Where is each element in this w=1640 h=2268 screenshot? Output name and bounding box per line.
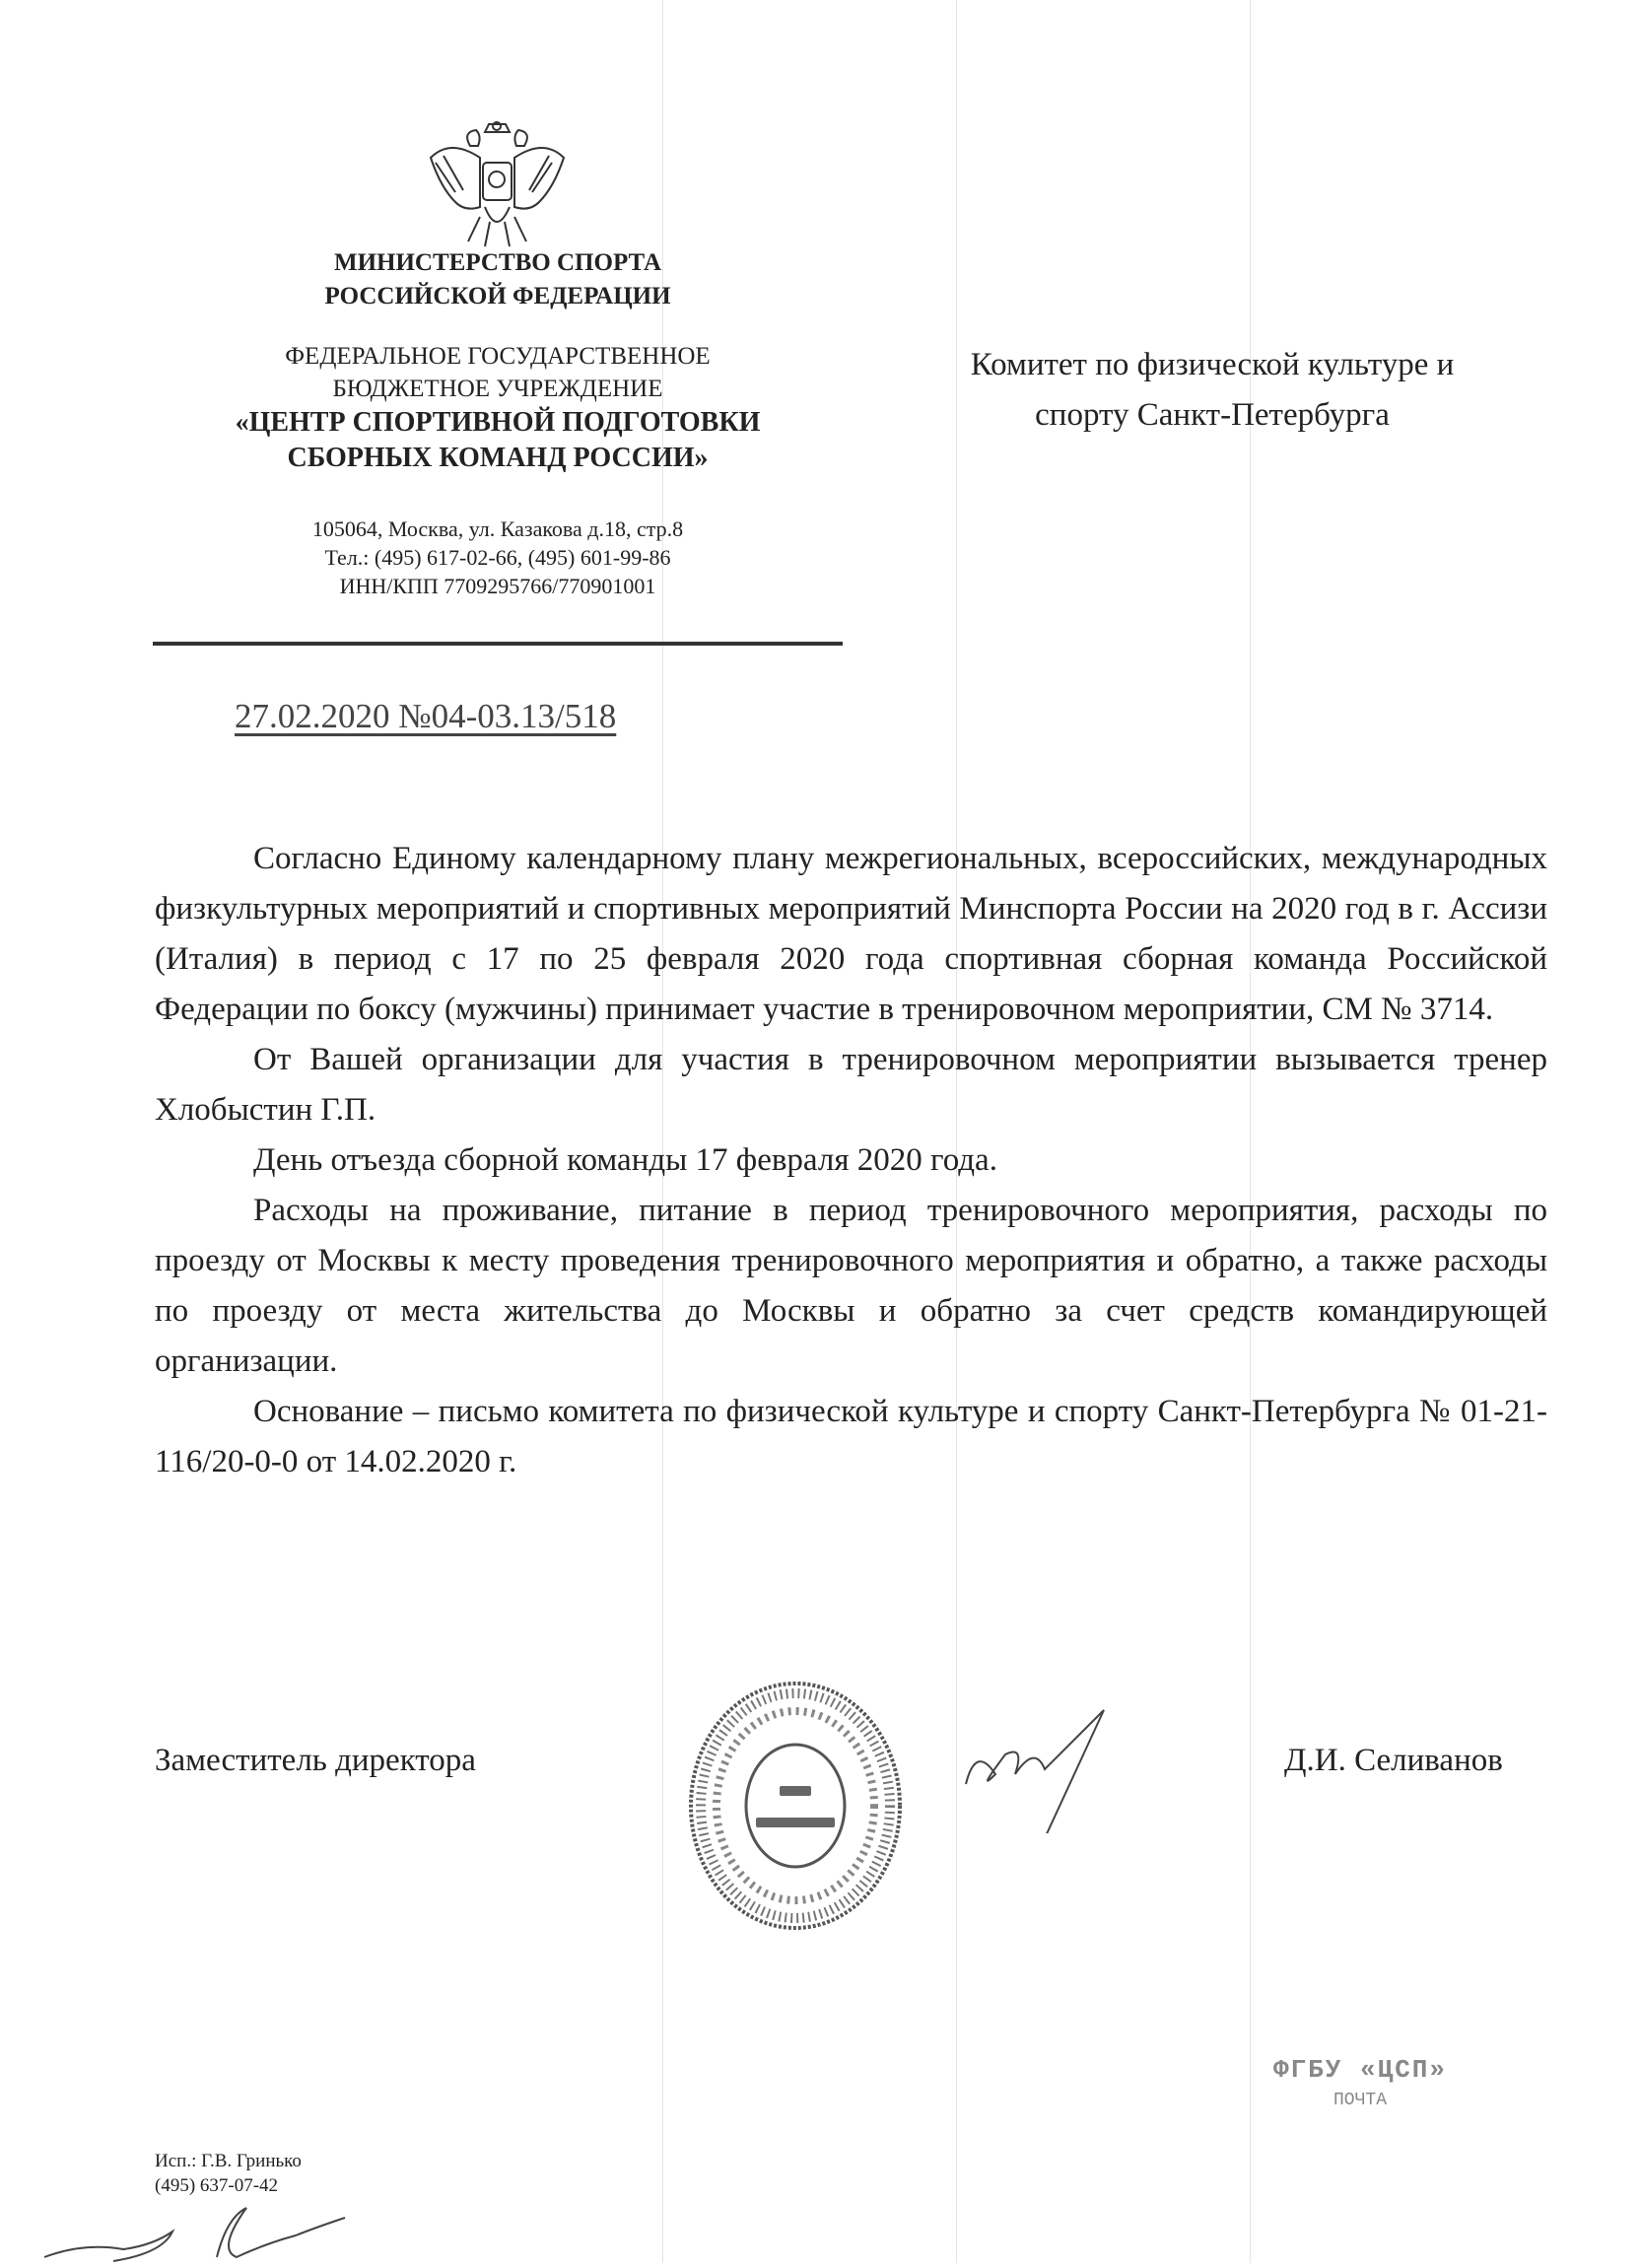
ministry-line: РОССИЙСКОЙ ФЕДЕРАЦИИ xyxy=(324,283,671,309)
inn-kpp: ИНН/КПП 7709295766/770901001 xyxy=(339,574,656,598)
body-paragraph: Основание – письмо комитета по физической культуре и спорту Санкт-Петербурга № 01-21-116/20-0-0 от 14.02.2020 г. xyxy=(155,1394,1547,1479)
coat-of-arms-icon xyxy=(426,118,569,251)
recipient-line: Комитет по физической культуре и xyxy=(970,347,1455,382)
org-name-line: «ЦЕНТР СПОРТИВНОЙ ПОДГОТОВКИ xyxy=(235,407,761,438)
reference-number: 27.02.2020 №04-03.13/518 xyxy=(235,697,617,735)
executor-block xyxy=(155,2149,302,2198)
mail-stamp-label: ПОЧТА xyxy=(1332,2091,1387,2110)
recipient-line: спорту Санкт-Петербурга xyxy=(1035,397,1390,433)
executor-name: Исп.: Г.В. Гринько xyxy=(155,2151,302,2171)
header-divider xyxy=(153,642,843,646)
letter-body xyxy=(155,834,1547,1487)
handwritten-signature xyxy=(39,2203,355,2263)
executor-phone: (495) 637-07-42 xyxy=(155,2175,279,2196)
director-signature xyxy=(956,1695,1124,1833)
recipient xyxy=(907,340,1518,441)
phone: Тел.: (495) 617-02-66, (495) 601-99-86 xyxy=(324,545,671,570)
body-paragraph: День отъезда сборной команды 17 февраля 2020 года. xyxy=(253,1142,997,1178)
org-line: БЮДЖЕТНОЕ УЧРЕЖДЕНИЕ xyxy=(332,376,663,402)
mail-stamp xyxy=(1252,2055,1469,2110)
body-paragraph: От Вашей организации для участия в тренировочном мероприятии вызывается тренер Хлобыстин Г.П. xyxy=(155,1042,1547,1128)
official-seal xyxy=(685,1676,907,1932)
signatory-position: Заместитель директора xyxy=(155,1743,476,1778)
org-name-line: СБОРНЫХ КОМАНД РОССИИ» xyxy=(287,443,709,473)
org-line: ФЕДЕРАЛЬНОЕ ГОСУДАРСТВЕННОЕ xyxy=(285,343,711,370)
mail-stamp-org: ФГБУ «ЦСП» xyxy=(1272,2055,1448,2085)
body-paragraph: Расходы на проживание, питание в период тренировочного мероприятия, расходы по проезду от Москвы к месту проведения тренировочного мероприятия и обратно, а также расходы по проезду от места жительства до Москвы и обратно за счет средств командирующей организации. xyxy=(155,1193,1547,1379)
ministry-heading xyxy=(251,246,744,313)
signatory-name: Д.И. Селиванов xyxy=(1284,1743,1503,1778)
ministry-line: МИНИСТЕРСТВО СПОРТА xyxy=(333,249,662,276)
organization-block xyxy=(153,340,843,476)
contacts-block xyxy=(202,515,793,600)
address: 105064, Москва, ул. Казакова д.18, стр.8 xyxy=(311,516,684,541)
body-paragraph: Согласно Единому календарному плану межрегиональных, всероссийских, международных физкультурных мероприятий и спортивных мероприятий Минспорта России на 2020 год в г. Ассизи (Италия) в период с 17 по 25 февраля 2020 года спортивная сборная команда Российской Федерации по боксу (мужчины) принимает участие в тренировочном мероприятии, СМ № 3714. xyxy=(155,841,1547,1027)
